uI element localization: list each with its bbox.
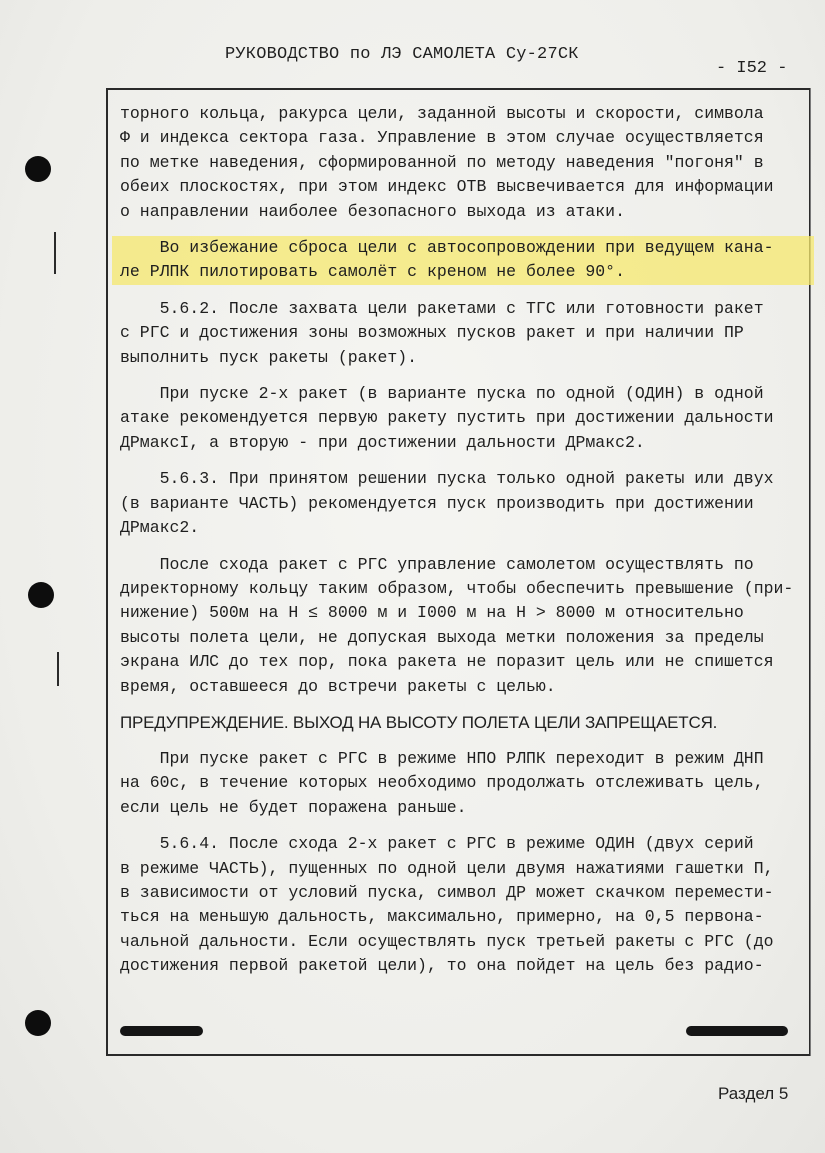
text-line: атаке рекомендуется первую ракету пустить при достижении дальности [120,408,774,428]
text-line: При пуске 2-х ракет (в варианте пуска по одной (ОДИН) в одной [120,384,764,404]
text-line: 5.6.3. При принятом решении пуска только одной ракеты или двух [120,469,774,489]
binder-hole-bottom [25,1010,51,1036]
text-line: по метке наведения, сформированной по методу наведения "погоня" в [120,152,764,172]
text-line: нижение) 500м на Н ≤ 8000 м и I000 м на Н > 8000 м относительно [120,603,744,623]
section-label: Раздел 5 [718,1084,789,1103]
text-line: Во избежание сброса цели с автосопровождении при ведущем кана- [120,238,774,258]
paragraph [120,382,802,455]
paragraph-gap [120,285,802,297]
paragraph [120,747,802,820]
text-line: если цель не будет поражена раньше. [120,797,467,817]
paragraph-gap [120,699,802,711]
text-line: Ф и индекса сектора газа. Управление в этом случае осуществляется [120,128,764,148]
paragraph [120,553,802,699]
text-line: высоты полета цели, не допуская выхода метки положения за пределы [120,627,764,647]
text-line: 5.6.2. После захвата цели ракетами с ТГС или готовности ракет [120,298,764,318]
text-line: ДРмакс2. [120,518,200,538]
text-line: ться на меньшую дальность, максимально, примерно, на 0,5 первона- [120,907,764,927]
text-line: 5.6.4. После схода 2-х ракет с РГС в режиме ОДИН (двух серий [120,834,754,854]
text-line: торного кольца, ракурса цели, заданной высоты и скорости, символа [120,104,764,123]
paragraph-gap [120,224,802,236]
text-line: ПРЕДУПРЕЖДЕНИЕ. ВЫХОД НА ВЫСОТУ ПОЛЕТА ЦЕЛИ ЗАПРЕЩАЕТСЯ. [120,712,718,732]
text-line: После схода ракет с РГС управление самолетом осуществлять по [120,554,754,574]
text-line: время, оставшееся до встречи ракеты с целью. [120,676,556,696]
text-line: экрана ИЛС до тех пор, пока ракета не поразит цель или не спишется [120,652,774,672]
body-text [120,102,802,979]
paragraph [120,297,802,370]
margin-change-mark [57,652,59,686]
redaction-mark-left [120,1026,203,1036]
text-line: директорному кольцу таким образом, чтобы обеспечить превышение (при- [120,578,794,598]
paragraph [120,832,802,978]
text-line: на 60с, в течение которых необходимо продолжать отслеживать цель, [120,773,764,793]
text-line: При пуске ракет с РГС в режиме НПО РЛПК переходит в режим ДНП [120,748,764,768]
text-line: в режиме ЧАСТЬ), пущенных по одной цели двумя нажатиями гашетки П, [120,858,774,878]
text-line: обеих плоскостях, при этом индекс ОТВ высвечивается для информации [120,177,774,197]
paragraph [120,102,802,224]
paragraph [120,467,802,540]
text-line: ле РЛПК пилотировать самолёт с креном не более 90°. [120,262,625,282]
binder-hole-middle [28,582,54,608]
text-line: выполнить пуск ракеты (ракет). [120,347,418,367]
text-line: чальной дальности. Если осуществлять пуск третьей ракеты с РГС (до [120,931,774,951]
highlighted-paragraph [112,236,814,285]
paragraph-gap [120,735,802,747]
page-number: - I52 - [716,59,788,78]
paragraph-gap [120,541,802,553]
text-line: (в варианте ЧАСТЬ) рекомендуется пуск производить при достижении [120,493,754,513]
warning-paragraph [120,711,802,735]
frame-edge [810,88,811,1056]
text-line: в зависимости от условий пуска, символ ДР может скачком перемести- [120,882,774,902]
paragraph-gap [120,370,802,382]
binder-hole-top [25,156,51,182]
text-line: ДРмаксI, а вторую - при достижении дальности ДРмакс2. [120,432,645,452]
paragraph-gap [120,455,802,467]
margin-change-mark [54,232,56,274]
text-line: о направлении наиболее безопасного выхода из атаки. [120,201,625,221]
paragraph-gap [120,820,802,832]
redaction-mark-right [686,1026,788,1036]
text-line: с РГС и достижения зоны возможных пусков ракет и при наличии ПР [120,323,744,343]
text-line: достижения первой ракетой цели), то она пойдет на цель без радио- [120,956,764,976]
header-title: РУКОВОДСТВО по ЛЭ САМОЛЕТА Су-27СК [225,45,579,64]
